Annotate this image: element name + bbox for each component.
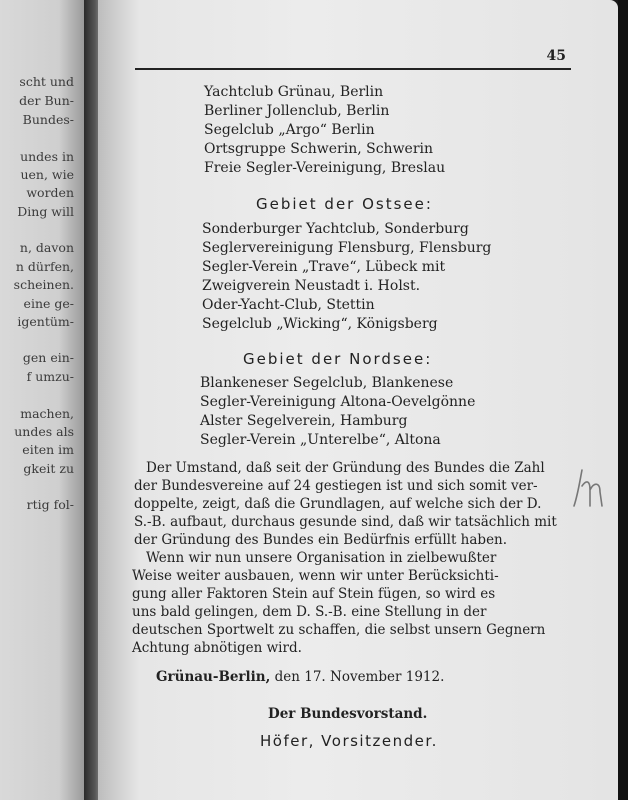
club-entry: Ortsgruppe Schwerin, Schwerin xyxy=(204,141,434,157)
left-page-line: n, davon xyxy=(19,240,74,255)
section-heading-nordsee: Gebiet der Nordsee: xyxy=(243,350,433,368)
club-entry: Berliner Jollenclub, Berlin xyxy=(204,103,390,119)
left-page-line: n dürfen, xyxy=(15,259,74,274)
dateline xyxy=(156,669,444,685)
club-entry: Segler-Verein „Unterelbe“, Altona xyxy=(200,432,441,448)
page-edge-shadow xyxy=(618,0,628,800)
paragraph-line: Der Umstand, daß seit der Gründung des Bundes die Zahl xyxy=(146,460,545,476)
left-page-line: machen, xyxy=(20,406,74,421)
left-page-line: der Bun- xyxy=(19,93,74,108)
paragraph-line: gung aller Faktoren Stein auf Stein fügen, so wird es xyxy=(132,586,496,602)
club-entry: Segler-Verein „Trave“, Lübeck mit xyxy=(202,259,446,275)
paragraph-line: doppelte, zeigt, daß die Grundlagen, auf welche sich der D. xyxy=(134,496,542,512)
left-page-line: f umzu- xyxy=(26,369,74,384)
club-entry: Segelclub „Argo“ Berlin xyxy=(204,122,375,138)
club-entry: Zweigverein Neustadt i. Holst. xyxy=(202,278,421,294)
club-entry: Freie Segler-Vereinigung, Breslau xyxy=(204,160,446,176)
signature-name: Höfer, Vorsitzender. xyxy=(260,732,438,750)
paragraph-line: Achtung abnötigen wird. xyxy=(132,640,302,656)
club-entry: Segler-Vereinigung Altona-Oevelgönne xyxy=(200,394,476,410)
paragraph-line: deutschen Sportwelt zu schaffen, die selbst unsern Gegnern xyxy=(132,622,546,638)
left-page-line: eine ge- xyxy=(23,296,74,311)
paragraph-line: Weise weiter ausbauen, wenn wir unter Berücksichti- xyxy=(132,568,499,584)
left-page-line: Ding will xyxy=(17,204,74,219)
paragraph-line: uns bald gelingen, dem D. S.-B. eine Stellung in der xyxy=(132,604,487,620)
paragraph-line: der Gründung des Bundes ein Bedürfnis erfüllt haben. xyxy=(134,532,508,548)
left-page-line: undes in xyxy=(20,149,74,164)
left-page-line: gen ein- xyxy=(22,350,74,365)
club-entry: Blankeneser Segelclub, Blankenese xyxy=(200,375,454,391)
left-page-line: igentüm- xyxy=(17,314,74,329)
handwritten-margin-mark-icon xyxy=(570,466,610,512)
dateline-date: den 17. November 1912. xyxy=(274,669,445,685)
paragraph-line: Wenn wir nun unsere Organisation in zielbewußter xyxy=(146,550,497,566)
club-entry: Sonderburger Yachtclub, Sonderburg xyxy=(202,221,469,237)
left-facing-page xyxy=(0,0,84,800)
left-page-line: eiten im xyxy=(22,442,74,457)
left-page-line: rtig fol- xyxy=(26,497,74,512)
left-page-line: scht und xyxy=(19,74,74,89)
left-page-line: undes als xyxy=(14,424,74,439)
club-entry: Seglervereinigung Flensburg, Flensburg xyxy=(202,240,492,256)
section-heading-ostsee: Gebiet der Ostsee: xyxy=(256,195,433,213)
club-entry: Alster Segelverein, Hamburg xyxy=(200,413,408,429)
left-page-line: gkeit zu xyxy=(23,461,74,476)
club-entry: Oder-Yacht-Club, Stettin xyxy=(202,297,375,313)
paragraph-line: S.-B. aufbaut, durchaus gesunde sind, daß wir tatsächlich mit xyxy=(134,514,557,530)
header-rule xyxy=(135,68,571,70)
left-page-line: scheinen. xyxy=(13,277,74,292)
club-entry: Yachtclub Grünau, Berlin xyxy=(204,84,384,100)
left-page-line: uen, wie xyxy=(20,167,74,182)
signature-body: Der Bundesvorstand. xyxy=(268,706,428,722)
left-page-line: worden xyxy=(26,185,74,200)
paragraph-line: der Bundesvereine auf 24 gestiegen ist und sich somit ver- xyxy=(134,478,538,494)
page-number: 45 xyxy=(546,48,566,64)
club-entry: Segelclub „Wicking“, Königsberg xyxy=(202,316,438,332)
left-page-line: Bundes- xyxy=(22,112,74,127)
dateline-place: Grünau-Berlin, xyxy=(156,669,271,685)
